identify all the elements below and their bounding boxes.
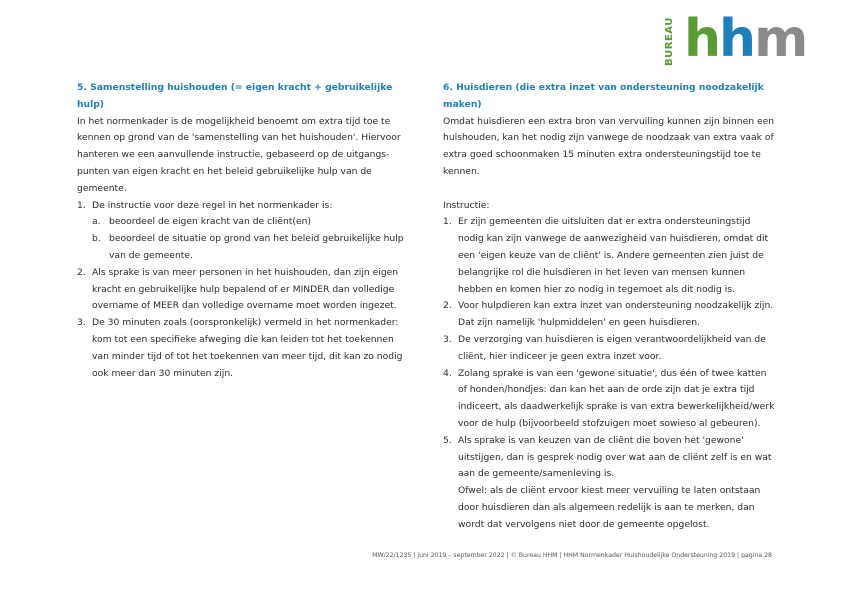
bureau-hhm-logo (664, 9, 807, 72)
logo-h2: h (719, 9, 755, 69)
sub-list-letter: a. (92, 216, 101, 228)
section-5-heading: 5. Samenstelling huishouden (= eigen kracht + gebruikelijke hulp) (77, 82, 393, 110)
section-6-intro: Omdat huisdieren een extra bron van vervuiling kunnen zijn binnen een huishouden, kan het nodig zijn vanwege de noodzaak van extra vaak of extra goed schoonmaken 15 minuten extra ondersteuningstijd toe te kennen. (443, 115, 775, 177)
list-item-text: De 30 minuten zoals (oorspronkelijk) vermeld in het normenkader: kom tot een specifieke afweging die kan leiden tot het toekennen van minder tijd of tot het toekennen van meer tijd, dit kan zo nodig ook meer dan 30 minuten zijn. (92, 317, 403, 379)
list-item (443, 298, 775, 332)
list-number: 5. (443, 434, 452, 446)
list-item (77, 315, 409, 382)
sub-list-letter: b. (92, 233, 101, 245)
sub-list-item (92, 214, 409, 231)
page-footer: MW/22/1235 | juni 2019 – september 2022 | © Bureau HHM | HHM Normenkader Huishoudelijke Ondersteuning 2019 | pagina 28 (372, 552, 772, 559)
spacer (443, 181, 775, 198)
list-item (77, 265, 409, 315)
section-5-intro: In het normenkader is de mogelijkheid benoemt om extra tijd toe te kennen op grond van de 'samenstelling van het huishouden'. Hiervoor hanteren we een aanvullende instructie, gebaseerd op de uitgangs-punten van eigen kracht en het beleid gebruikelijke hulp van de gemeente. (77, 115, 401, 194)
sub-list-item (92, 231, 409, 265)
list-number: 1. (443, 216, 452, 228)
list-item (443, 433, 775, 534)
logo-bureau-text: BUREAU (664, 17, 675, 66)
left-column (77, 80, 409, 382)
logo-m: m (754, 9, 807, 69)
list-number: 3. (77, 317, 86, 329)
list-item-text: Zolang sprake is van een 'gewone situatie', dus één of twee katten of honden/hondjes: dan kan het aan de orde zijn dat je extra tijd indiceert, als daadwerkelijk sprake is van extra bewerkelijkheid/werk voor de hulp (bijvoorbeeld stofzuigen moet sowieso al gebeuren). (458, 367, 775, 429)
list-number: 2. (77, 266, 86, 278)
list-number: 2. (443, 300, 452, 312)
sub-list-item-text: beoordeel de situatie op grond van het beleid gebruikelijke hulp van de gemeente. (109, 233, 404, 261)
list-number: 1. (77, 199, 86, 211)
logo-hhm-text (684, 4, 806, 74)
list-item-text: De verzorging van huisdieren is eigen verantwoordelijkheid van de cliënt, hier indiceer je geen extra inzet voor. (458, 333, 766, 362)
instructie-label: Instructie: (443, 199, 490, 211)
list-item-text: Als sprake is van keuzen van de cliënt die boven het 'gewone' uitstijgen, dan is gesprek nodig over wat aan de cliënt zelf is en wat aan de gemeente/samenleving is. (458, 434, 772, 480)
list-item (443, 332, 775, 366)
section-6-heading: 6. Huisdieren (die extra inzet van ondersteuning noodzakelijk maken) (443, 82, 764, 110)
list-item (77, 198, 409, 265)
list-number: 3. (443, 333, 452, 345)
list-item-text: Er zijn gemeenten die uitsluiten dat er extra ondersteuningstijd nodig kan zijn vanwege de aanwezigheid van huisdieren, omdat dit een 'eigen keuze van de cliënt' is. Andere gemeenten zien juist de belangrijke rol die huisdieren in het leven van mensen kunnen hebben en komen hier zo nodig in tegemoet als dit nodig is. (458, 216, 769, 295)
sub-list (92, 214, 409, 264)
list-item-text: Als sprake is van meer personen in het huishouden, dan zijn eigen kracht en gebruikelijke hulp bepalend of er MINDER dan volledige overname of MEER dan volledige overname moet worden ingezet. (92, 266, 399, 312)
list-item (443, 366, 775, 433)
right-column (443, 80, 775, 534)
section-5-list (77, 198, 409, 383)
list-item-text: De instructie voor deze regel in het normenkader is: (92, 199, 333, 211)
list-number: 4. (443, 367, 452, 379)
section-6-list (443, 214, 775, 533)
list-item-extra-text: Ofwel: als de cliënt ervoor kiest meer vervuiling te laten ontstaan door huisdieren dan als algemeen redelijk is aan te merken, dan wordt dat vervolgens niet door de gemeente opgelost. (458, 485, 761, 530)
list-item-text: Voor hulpdieren kan extra inzet van ondersteuning noodzakelijk zijn. Dat zijn namelijk 'hulpmiddelen' en geen huisdieren. (458, 300, 774, 329)
list-item (443, 214, 775, 298)
logo-h1: h (684, 9, 720, 69)
sub-list-item-text: beoordeel de eigen kracht van de cliënt(en) (109, 216, 312, 228)
